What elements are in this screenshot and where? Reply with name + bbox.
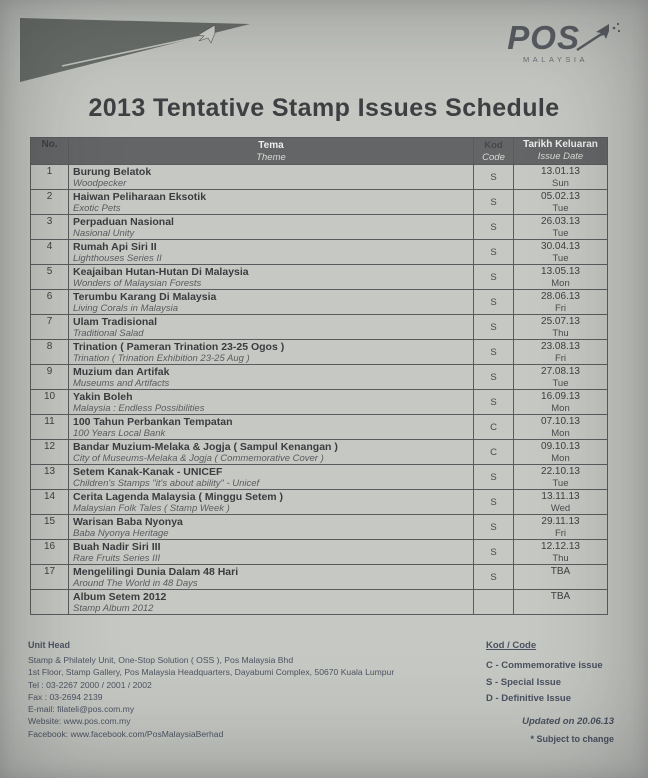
row-number: 8 [31, 340, 69, 365]
row-number: 11 [31, 415, 69, 440]
theme-malay: Rumah Api Siri II [73, 241, 157, 253]
table-row [31, 365, 608, 390]
contact-title: Unit Head [28, 640, 71, 650]
theme-english: Rare Fruits Series III [73, 553, 161, 564]
issue-day: Tue [552, 228, 569, 239]
issue-date: 05.02.13 [541, 191, 580, 202]
issue-day: Mon [551, 403, 570, 414]
theme-malay: Warisan Baba Nyonya [73, 516, 183, 528]
theme-english: City of Museums-Melaka & Jogja ( Commemorative Cover ) [73, 453, 324, 464]
row-number: 14 [31, 490, 69, 515]
issue-day: Wed [550, 503, 571, 514]
issue-date: 29.11.13 [541, 516, 580, 527]
contact-line: Tel : 03-2267 2000 / 2001 / 2002 [28, 679, 152, 690]
theme-malay: Keajaiban Hutan-Hutan Di Malaysia [73, 266, 249, 278]
issue-date: 13.11.13 [541, 491, 580, 502]
table-row [31, 390, 608, 415]
issue-day: Tue [552, 203, 569, 214]
theme-english: Malaysia : Endless Possibilities [73, 403, 205, 414]
code-value: S [474, 340, 514, 365]
theme-malay: Album Setem 2012 [73, 591, 167, 603]
code-value: S [474, 490, 514, 515]
issue-date: 09.10.13 [541, 441, 580, 452]
theme-malay: Terumbu Karang Di Malaysia [73, 291, 217, 303]
theme-malay: 100 Tahun Perbankan Tempatan [73, 416, 233, 428]
theme-english: Around The World in 48 Days [73, 578, 198, 589]
issue-day: Fri [554, 353, 567, 364]
update-note-block [522, 716, 614, 744]
contact-line-website: Website: www.pos.com.my [28, 716, 131, 727]
contact-line: Stamp & Philately Unit, One-Stop Solution ( OSS ), Pos Malaysia Bhd [28, 655, 294, 665]
theme-malay: Burung Belatok [73, 166, 152, 178]
pos-malaysia-subtitle: MALAYSIA [523, 55, 588, 64]
theme-english: Stamp Album 2012 [73, 603, 154, 614]
code-value: C [474, 415, 514, 440]
theme-english: Children's Stamps "it's about ability" - Unicef [73, 478, 260, 489]
code-value: S [474, 390, 514, 415]
issue-day: Thu [552, 553, 569, 564]
row-number: 16 [31, 540, 69, 565]
table-row [31, 290, 608, 315]
code-value: S [474, 215, 514, 240]
table-row [31, 490, 608, 515]
header-tarikh-label: Tarikh Keluaran [523, 139, 598, 150]
issue-date: TBA [550, 591, 571, 602]
code-value: S [474, 190, 514, 215]
code-value: S [474, 315, 514, 340]
row-number: 9 [31, 365, 69, 390]
row-number: 17 [31, 565, 69, 590]
airmail-triangle-logo [14, 13, 256, 87]
page-title: 2013 Tentative Stamp Issues Schedule [88, 94, 560, 122]
theme-malay: Bandar Muzium-Melaka & Jogja ( Sampul Kenangan ) [73, 441, 338, 453]
theme-english: 100 Years Local Bank [73, 428, 166, 439]
code-value: S [474, 465, 514, 490]
contact-line: 1st Floor, Stamp Gallery, Pos Malaysia Headquarters, Dayabumi Complex, 50670 Kuala Lumpur [28, 667, 395, 678]
issue-date: 13.05.13 [541, 266, 580, 277]
theme-english: Woodpecker [73, 178, 127, 189]
table-row [31, 440, 608, 465]
row-number: 1 [31, 165, 69, 190]
table-row [31, 190, 608, 215]
table-row [31, 265, 608, 290]
theme-english: Living Corals in Malaysia [73, 303, 179, 314]
header-code [474, 138, 514, 165]
header-issue-date-label: Issue Date [537, 151, 584, 162]
theme-malay: Buah Nadir Siri III [73, 541, 161, 553]
row-number: 4 [31, 240, 69, 265]
issue-date: 07.10.13 [541, 416, 580, 427]
issue-day: Mon [551, 428, 570, 439]
issue-date: 23.08.13 [541, 341, 580, 352]
theme-english: Wonders of Malaysian Forests [73, 278, 202, 289]
header-theme-label: Theme [256, 152, 286, 163]
row-number: 15 [31, 515, 69, 540]
issue-day: Fri [554, 303, 567, 314]
issue-day: Mon [551, 453, 570, 464]
legend-item-definitive: D - Definitive Issue [486, 693, 571, 704]
plane-swoosh-icon [576, 20, 622, 54]
theme-malay: Trination ( Pameran Trination 23-25 Ogos ) [73, 341, 285, 353]
theme-english: Baba Nyonya Heritage [73, 528, 169, 539]
table-row [31, 515, 608, 540]
legend-item-commemorative: C - Commemorative issue [486, 660, 603, 671]
issue-date: 12.12.13 [541, 541, 580, 552]
code-value: S [474, 515, 514, 540]
header-no: No. [31, 138, 69, 165]
table-row [31, 165, 608, 190]
contact-line-facebook: Facebook: www.facebook.com/PosMalaysiaBerhad [28, 728, 224, 739]
issue-day: Tue [552, 478, 569, 489]
pos-wordmark: POS [507, 19, 580, 56]
issue-date: 16.09.13 [541, 391, 580, 402]
theme-malay: Yakin Boleh [73, 391, 133, 403]
code-legend [486, 640, 603, 708]
theme-english: Lighthouses Series II [73, 253, 162, 264]
issue-date: 25.07.13 [541, 316, 580, 327]
code-value: S [474, 365, 514, 390]
code-value: S [474, 290, 514, 315]
theme-malay: Setem Kanak-Kanak - UNICEF [73, 466, 223, 478]
issue-day: Sun [552, 178, 569, 189]
issue-date: 26.03.13 [541, 216, 580, 227]
theme-malay: Cerita Lagenda Malaysia ( Minggu Setem ) [73, 491, 284, 503]
updated-date: Updated on 20.06.13 [522, 716, 614, 727]
theme-english: Exotic Pets [73, 203, 121, 214]
subject-to-change-note: * Subject to change [530, 734, 614, 744]
issue-date: 22.10.13 [541, 466, 580, 477]
theme-english: Malaysian Folk Tales ( Stamp Week ) [73, 503, 230, 514]
theme-english: Trination ( Trination Exhibition 23-25 Aug ) [73, 353, 250, 364]
contact-block [28, 640, 394, 740]
code-value: S [474, 540, 514, 565]
row-number: 12 [31, 440, 69, 465]
table-row [31, 415, 608, 440]
table-row [31, 215, 608, 240]
header-tema-label: Tema [258, 140, 284, 151]
issue-day: Thu [552, 328, 569, 339]
table-header-row [31, 138, 608, 165]
theme-malay: Mengelilingi Dunia Dalam 48 Hari [73, 566, 239, 578]
table-row [31, 465, 608, 490]
row-number: 6 [31, 290, 69, 315]
code-value: S [474, 265, 514, 290]
issue-day: Tue [552, 378, 569, 389]
table-row [31, 340, 608, 365]
contact-line-email: E-mail: filateli@pos.com.my [28, 704, 135, 715]
issue-date: 28.06.13 [541, 291, 580, 302]
row-number: 10 [31, 390, 69, 415]
pos-malaysia-logo [472, 19, 622, 64]
issue-day: Mon [551, 278, 570, 289]
row-number: 5 [31, 265, 69, 290]
theme-malay: Muzium dan Artifak [73, 366, 170, 378]
code-value: S [474, 240, 514, 265]
row-number: 3 [31, 215, 69, 240]
issue-date: TBA [550, 566, 571, 577]
header-kod-label: Kod [484, 140, 503, 151]
code-value: S [474, 165, 514, 190]
row-number: 13 [31, 465, 69, 490]
header-code-label: Code [482, 152, 505, 163]
contact-line: Fax : 03-2694 2139 [28, 691, 103, 702]
code-value: C [474, 440, 514, 465]
row-number: 7 [31, 315, 69, 340]
issue-day: Tue [552, 253, 569, 264]
theme-english: Traditional Salad [73, 328, 144, 339]
header-theme [69, 138, 474, 165]
theme-malay: Perpaduan Nasional [73, 216, 174, 228]
table-row [31, 540, 608, 565]
code-value [474, 590, 514, 615]
row-number [31, 590, 69, 615]
issue-day: Fri [554, 528, 567, 539]
theme-english: Museums and Artifacts [73, 378, 170, 389]
issue-date: 30.04.13 [541, 241, 580, 252]
theme-malay: Haiwan Peliharaan Eksotik [73, 191, 207, 203]
code-value: S [474, 565, 514, 590]
table-row [31, 590, 608, 615]
theme-malay: Ulam Tradisional [73, 316, 158, 328]
table-row [31, 565, 608, 590]
issue-date: 27.08.13 [541, 366, 580, 377]
theme-english: Nasional Unity [73, 228, 135, 239]
table-row [31, 240, 608, 265]
table-row [31, 315, 608, 340]
header-issue-date [514, 138, 608, 165]
legend-item-special: S - Special Issue [486, 676, 561, 688]
legend-title: Kod / Code [486, 640, 537, 651]
row-number: 2 [31, 190, 69, 215]
issue-date: 13.01.13 [541, 166, 580, 177]
stamp-schedule-table [30, 137, 608, 615]
